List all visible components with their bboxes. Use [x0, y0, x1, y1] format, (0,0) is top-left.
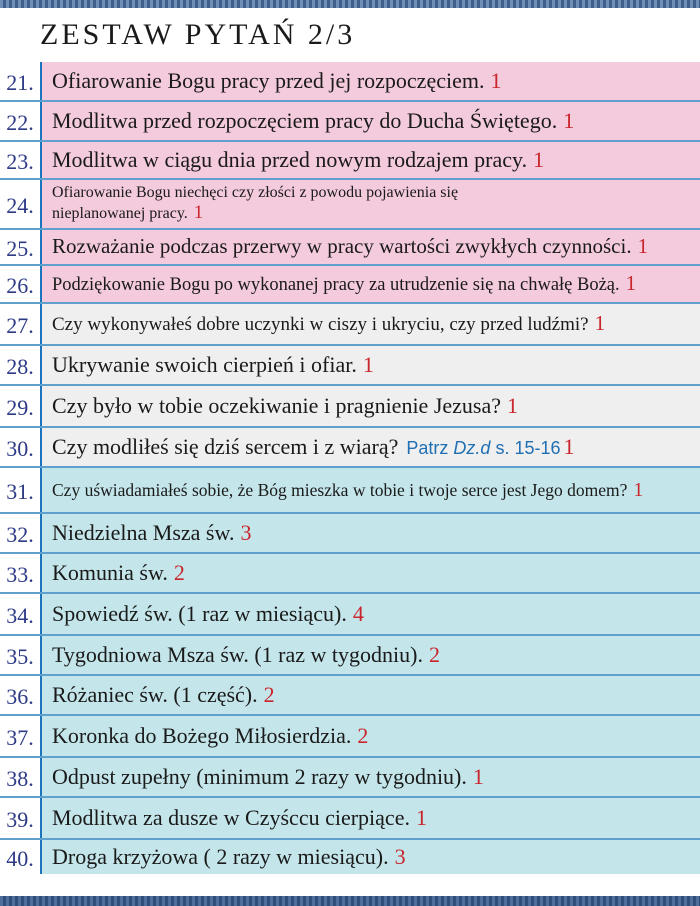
item-text: Czy modliłeś się dziś sercem i z wiarą?: [52, 433, 399, 459]
item-number: 28.: [0, 346, 42, 384]
item-points: 1: [362, 351, 374, 377]
item-text: Niedzielna Msza św.: [52, 519, 235, 545]
item-text: Odpust zupełny (minimum 2 razy w tygodniu).: [52, 763, 467, 789]
item-text: Modlitwa w ciągu dnia przed nowym rodzajem pracy.: [52, 146, 528, 172]
item-text: Rozważanie podczas przerwy w pracy wartości zwykłych czynności.: [52, 234, 632, 259]
item-text-cell: [40, 716, 700, 756]
item-number: 31.: [0, 468, 42, 512]
item-text: Ukrywanie swoich cierpień i ofiar.: [52, 351, 357, 377]
item-text: Czy było w tobie oczekiwanie i pragnienie Jezusa?: [52, 392, 502, 418]
header: [0, 8, 700, 60]
item-text: Czy uświadamiałeś sobie, że Bóg mieszka w tobie i twoje serce jest Jego domem?: [52, 479, 628, 500]
item-text-cell: [40, 840, 700, 874]
item-number: 34.: [0, 594, 42, 634]
item-text: Modlitwa za dusze w Czyśccu cierpiące.: [52, 804, 410, 830]
list-item: [0, 758, 700, 798]
list-item: [0, 798, 700, 840]
item-text-cell: [40, 798, 700, 838]
list-item: [0, 62, 700, 102]
page-title: ZESTAW PYTAŃ 2/3: [40, 18, 356, 51]
item-number: 35.: [0, 636, 42, 674]
list-item: [0, 428, 700, 468]
item-points: 2: [357, 722, 369, 748]
list-item: [0, 102, 700, 142]
item-text-cell: [40, 676, 700, 714]
list-item: [0, 266, 700, 304]
item-number: 30.: [0, 428, 42, 466]
page-reference: Patrz Dz.d s. 15-16: [406, 437, 561, 458]
item-points: 2: [428, 641, 440, 667]
list-item: [0, 230, 700, 266]
item-text-cell: [40, 230, 700, 264]
list-item: [0, 676, 700, 716]
item-points: 1: [507, 392, 519, 418]
item-text: Tygodniowa Msza św. (1 raz w tygodniu).: [52, 641, 423, 667]
item-points: 2: [263, 681, 275, 707]
item-text-cell: [40, 304, 700, 344]
item-text-cell: [40, 636, 700, 674]
item-text-cell: [40, 468, 700, 512]
item-points: 1: [625, 271, 637, 296]
item-points: 1: [637, 234, 649, 259]
item-number: 22.: [0, 102, 42, 140]
item-number: 29.: [0, 386, 42, 426]
item-text: Czy wykonywałeś dobre uczynki w ciszy i ukryciu, czy przed ludźmi?: [52, 314, 589, 336]
item-text-cell: [40, 386, 700, 426]
item-points: 1: [533, 146, 545, 172]
item-number: 25.: [0, 230, 42, 264]
list-item: [0, 386, 700, 428]
item-text: Ofiarowanie Bogu pracy przed jej rozpoczęciem.: [52, 67, 485, 93]
item-number: 40.: [0, 840, 42, 874]
list-item: [0, 840, 700, 874]
item-points: 1: [472, 763, 484, 789]
item-number: 21.: [0, 62, 42, 100]
item-number: 26.: [0, 266, 42, 302]
item-number: 38.: [0, 758, 42, 796]
item-text-cell: [40, 266, 700, 302]
item-text: Podziękowanie Bogu po wykonanej pracy za utrudzenie się na chwałę Bożą.: [52, 275, 620, 296]
list-item: [0, 346, 700, 386]
item-points: 1: [563, 433, 575, 459]
item-number: 37.: [0, 716, 42, 756]
item-text-cell: [40, 514, 700, 552]
item-points: 2: [173, 559, 185, 585]
item-number: 36.: [0, 676, 42, 714]
top-pattern-border: [0, 0, 700, 8]
item-text-cell: [40, 180, 700, 228]
item-points: 1: [490, 67, 502, 93]
list-item: [0, 142, 700, 180]
item-text: Droga krzyżowa ( 2 razy w miesiącu).: [52, 843, 389, 869]
list-item: [0, 636, 700, 676]
item-points: 1: [594, 311, 606, 336]
item-text: Różaniec św. (1 część).: [52, 681, 258, 707]
item-text-cell: [40, 554, 700, 592]
item-number: 32.: [0, 514, 42, 552]
item-points: 1: [193, 202, 204, 224]
item-text: Spowiedź św. (1 raz w miesiącu).: [52, 600, 347, 626]
item-number: 33.: [0, 554, 42, 592]
item-text-cell: [40, 102, 700, 140]
list-item: [0, 514, 700, 554]
item-text-cell: [40, 594, 700, 634]
item-text-cell: [40, 758, 700, 796]
item-number: 27.: [0, 304, 42, 344]
item-points: 3: [394, 843, 406, 869]
list-item: [0, 594, 700, 636]
list-item: [0, 468, 700, 514]
list-item: [0, 304, 700, 346]
item-text-cell: [40, 62, 700, 100]
item-number: 39.: [0, 798, 42, 838]
item-text: Modlitwa przed rozpoczęciem pracy do Ducha Świętego.: [52, 107, 558, 133]
item-points: 4: [352, 600, 364, 626]
bottom-pattern-border: [0, 896, 700, 906]
question-list: [0, 62, 700, 874]
item-text-cell: [40, 142, 700, 178]
item-text-cell: [40, 346, 700, 384]
item-text: Koronka do Bożego Miłosierdzia.: [52, 722, 352, 748]
list-item: [0, 180, 700, 230]
item-number: 24.: [0, 180, 42, 228]
item-points: 1: [633, 478, 644, 501]
item-points: 3: [240, 519, 252, 545]
item-number: 23.: [0, 142, 42, 178]
item-text: Komunia św.: [52, 559, 168, 585]
item-text-cell: [40, 428, 700, 466]
list-item: [0, 554, 700, 594]
item-text: Ofiarowanie Bogu niechęci czy złości z powodu pojawienia się nieplanowanej pracy.: [52, 184, 459, 223]
list-item: [0, 716, 700, 758]
item-points: 1: [563, 107, 575, 133]
item-points: 1: [415, 804, 427, 830]
